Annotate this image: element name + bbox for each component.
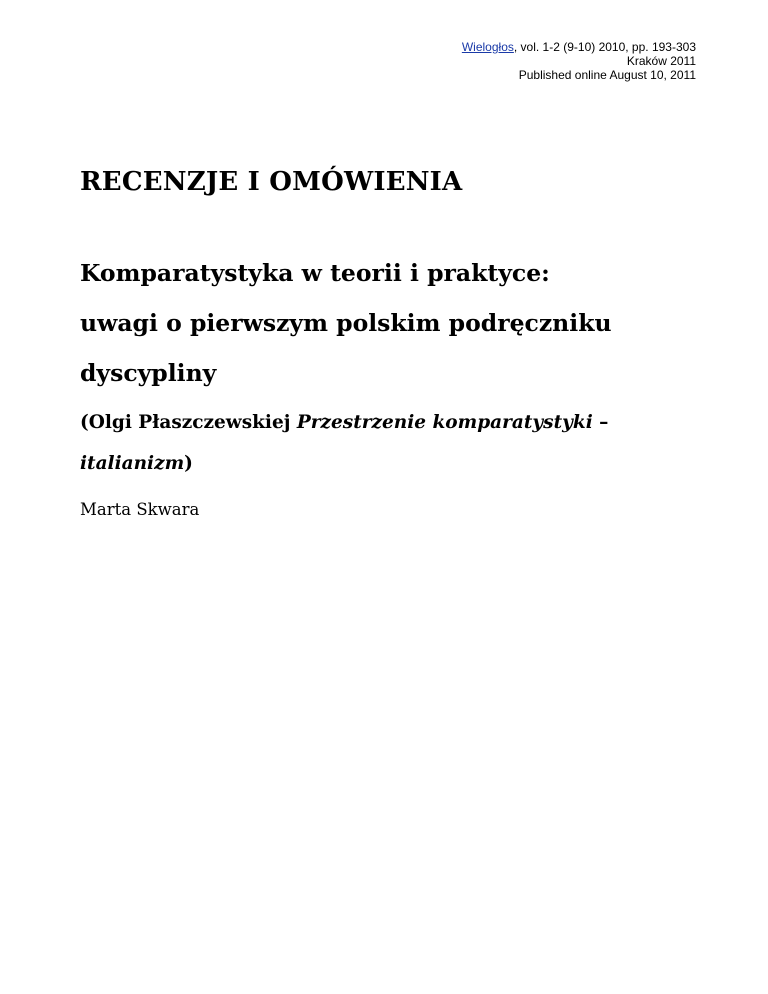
title-line-2: uwagi o pierwszym polskim podręczniku	[80, 309, 612, 337]
article-title	[80, 248, 720, 398]
author-name: Marta Skwara	[80, 500, 200, 519]
book-title-part1: Przestrzenie komparatystyki	[296, 412, 593, 433]
citation-details: , vol. 1-2 (9-10) 2010, pp. 193-303	[513, 40, 696, 54]
book-title-part2: italianizm	[80, 453, 185, 474]
subtitle-close: )	[184, 453, 193, 474]
subtitle-dash: –	[592, 412, 609, 433]
subtitle-line-2	[80, 443, 720, 484]
subtitle-open: (Olgi Płaszczewskiej	[80, 412, 297, 433]
publication-date: Published online August 10, 2011	[518, 68, 696, 82]
citation-header	[462, 40, 696, 82]
citation-line	[462, 40, 696, 54]
article-subtitle	[80, 402, 720, 484]
title-line-3: dyscypliny	[80, 359, 217, 387]
title-line-1: Komparatystyka w teorii i praktyce:	[80, 259, 550, 287]
subtitle-line-1	[80, 402, 720, 443]
journal-link[interactable]: Wielogłos	[461, 40, 514, 54]
section-heading: RECENZJE I OMÓWIENIA	[80, 167, 463, 197]
place-year: Kraków 2011	[626, 54, 696, 68]
